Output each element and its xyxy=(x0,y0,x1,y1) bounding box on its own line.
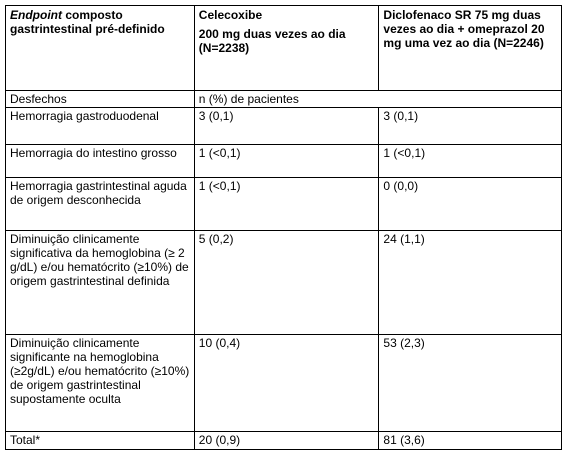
diclofenaco-cell: 0 (0,0) xyxy=(379,178,562,231)
outcome-cell: Hemorragia gastroduodenal xyxy=(6,108,195,145)
table-row xyxy=(6,108,562,145)
outcome-cell: Hemorragia do intestino grosso xyxy=(6,145,195,178)
header-diclofenaco-cell: Diclofenaco SR 75 mg duas vezes ao dia + omeprazol 20 mg uma vez ao dia (N=2246) xyxy=(379,6,562,91)
diclofenaco-cell: 24 (1,1) xyxy=(379,231,562,335)
celecoxibe-cell: 10 (0,4) xyxy=(194,335,379,432)
diclofenaco-cell: 3 (0,1) xyxy=(379,108,562,145)
subheader-value: n (%) de pacientes xyxy=(194,91,561,108)
header-endpoint-italic: Endpoint xyxy=(10,8,62,22)
outcome-cell: Diminuição clinicamente significativa da hemoglobina (≥ 2 g/dL) e/ou hematócrito (≥10%) de origem gastrintestinal definida xyxy=(6,231,195,335)
diclofenaco-cell: 1 (<0,1) xyxy=(379,145,562,178)
header-celecoxibe-dose: 200 mg duas vezes ao dia xyxy=(198,27,346,41)
header-endpoint-cell xyxy=(6,6,195,91)
total-label: Total* xyxy=(6,432,195,450)
table-row xyxy=(6,145,562,178)
celecoxibe-cell: 1 (<0,1) xyxy=(194,145,379,178)
table-header-row xyxy=(6,6,562,91)
table-row xyxy=(6,178,562,231)
outcome-cell: Hemorragia gastrintestinal aguda de origem desconhecida xyxy=(6,178,195,231)
total-diclofenaco: 81 (3,6) xyxy=(379,432,562,450)
celecoxibe-cell: 5 (0,2) xyxy=(194,231,379,335)
total-row xyxy=(6,432,562,450)
outcome-cell: Diminuição clinicamente significante na hemoglobina (≥2g/dL) e/ou hematócrito (≥10%) de origem gastrintestinal supostamente oculta xyxy=(6,335,195,432)
table-row xyxy=(6,231,562,335)
endpoint-table xyxy=(5,5,562,450)
subheader-row xyxy=(6,91,562,108)
celecoxibe-cell: 1 (<0,1) xyxy=(194,178,379,231)
header-celecoxibe-n: (N=2238) xyxy=(198,41,250,55)
total-celecoxibe: 20 (0,9) xyxy=(194,432,379,450)
table-row xyxy=(6,335,562,432)
diclofenaco-cell: 53 (2,3) xyxy=(379,335,562,432)
header-celecoxibe-cell xyxy=(194,6,379,91)
celecoxibe-cell: 3 (0,1) xyxy=(194,108,379,145)
header-celecoxibe-name: Celecoxibe xyxy=(198,8,263,22)
subheader-label: Desfechos xyxy=(6,91,195,108)
header-endpoint-text: composto gastrintestinal pré-definido xyxy=(10,8,165,36)
